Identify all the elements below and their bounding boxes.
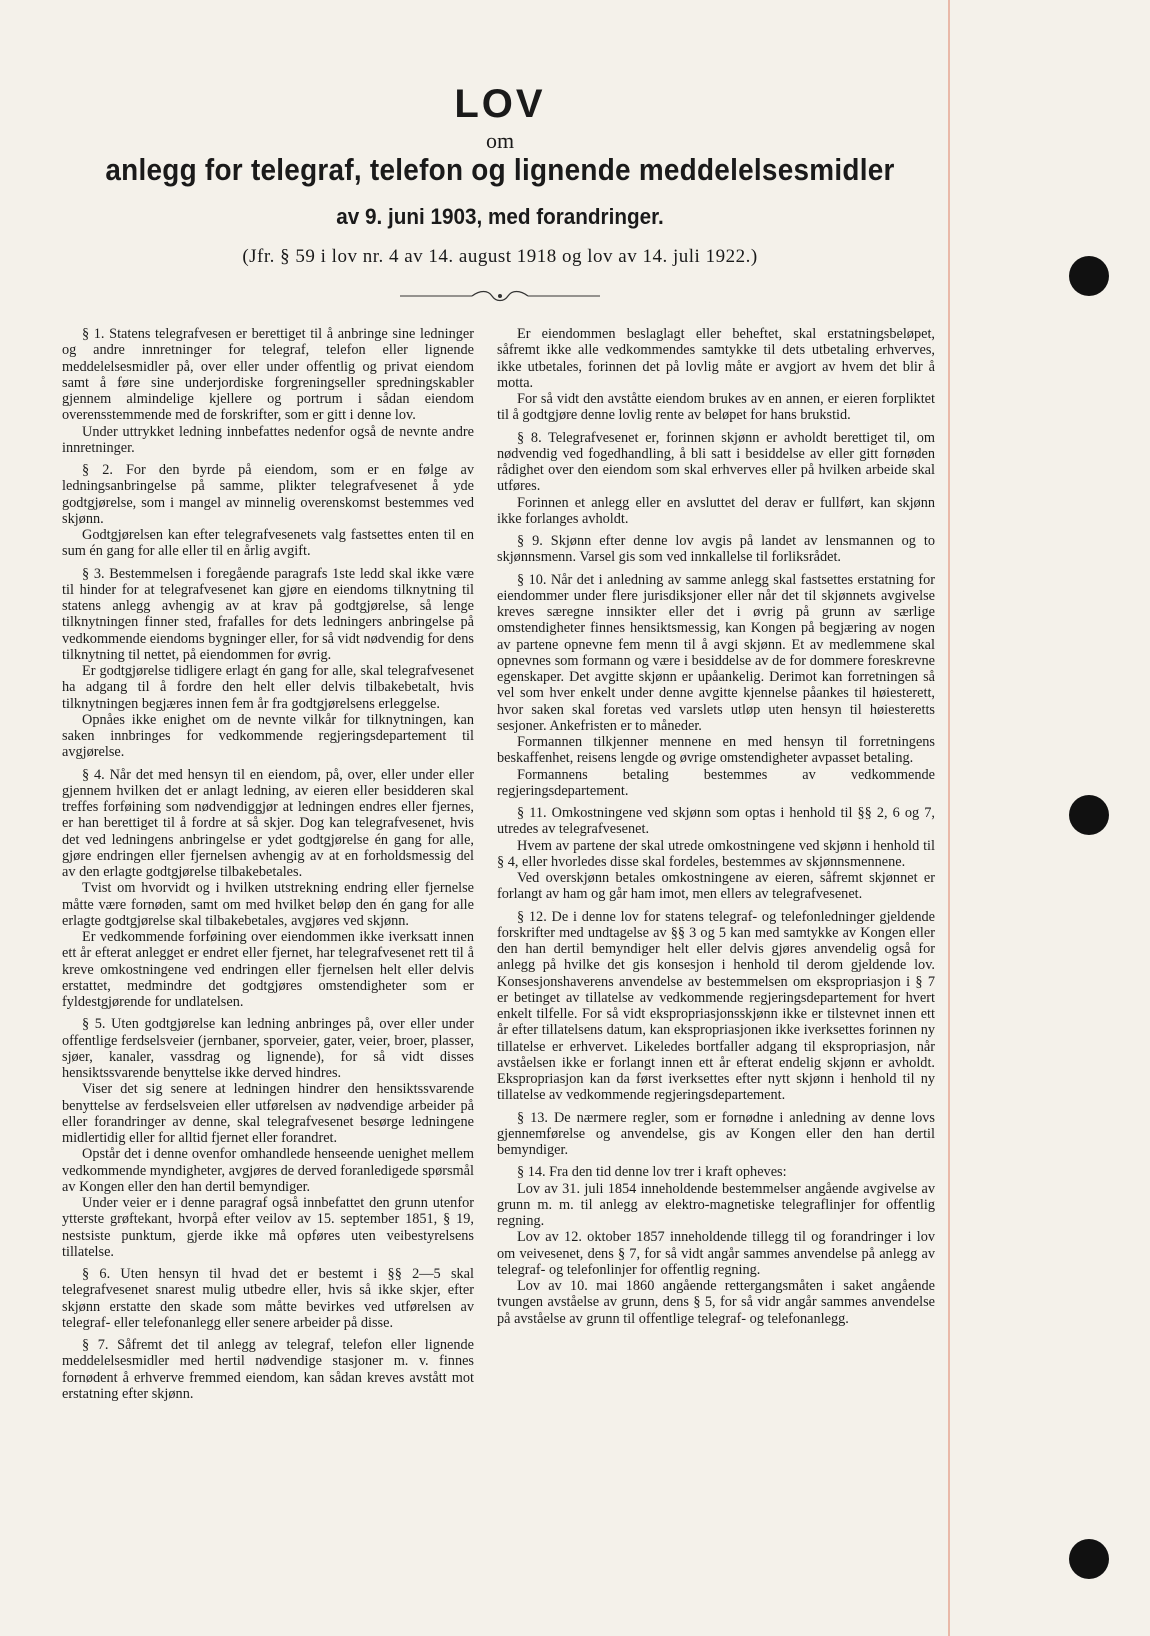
paragraph: Tvist om hvorvidt og i hvilken utstrekning endring eller fjernelse måtte være fornøden, samt om med hvilket beløp den én gang for alle erlagte godtgjørelse skal tilbakebetales, avgjøres ved skjønn. <box>62 880 474 929</box>
paragraph: Lov av 10. mai 1860 angående rettergangsmåten i saket angående tvungen avståelse av grunn, dens § 5, for så vidr angår sammes anvendelse på avståelse av grunn til offentlige telegraf- og telefonanlegg. <box>497 1278 935 1327</box>
right-text-column <box>497 326 935 1327</box>
subtitle: av 9. juni 1903, med forandringer. <box>336 204 664 229</box>
section-paragraph: § 5. Uten godtgjørelse kan ledning anbringes på, over eller under offentlige ferdselsveier (jernbaner, sporveier, gater, veier, broer, plasser, sjøer, kanaler, vassdrag og lignende), for så vidt disses hensiktssvarende benyttelse ikke derved hindres. <box>62 1016 474 1081</box>
paragraph: Lov av 12. oktober 1857 inneholdende tillegg til og forandringer i lov om veivesenet, dens § 7, for så vidt angår sammes anvendelse på anlegg av telegraf- og telefonlinjer for offentlig regning. <box>497 1229 935 1278</box>
paragraph: Opstår det i denne ovenfor omhandlede henseende uenighet mellem vedkommende myndigheter, avgjøres de derved foranledigede spørsmål av Kongen eller den han dertil bemyndiger. <box>62 1146 474 1195</box>
section-paragraph: § 14. Fra den tid denne lov trer i kraft opheves: <box>517 1164 787 1181</box>
paragraph: Godtgjørelsen kan efter telegrafvesenets valg fastsettes enten til en sum én gang for alle eller til en årlig avgift. <box>62 527 474 560</box>
section-paragraph: § 3. Bestemmelsen i foregående paragrafs 1ste ledd skal ikke være til hinder for at telegrafvesenet kan gjøre en eiendoms tilknytning til statens anlegg avhengig av at krav på godtgjørelse, så lenge tilknytningen finner sted, frafalles for dets ledningers anbringelse på vedkommende eiendoms bygninger eller, for så vidt nødvendig for dens tilknytning til nettet, på eiendommen for øvrig. <box>62 565 474 663</box>
margin-rule <box>948 0 950 1636</box>
title-connector: om <box>485 128 515 153</box>
paragraph: Ved overskjønn betales omkostningene av eieren, såfremt skjønnet er forlangt av ham og går ham imot, men ellers av telegrafvesenet. <box>497 870 935 903</box>
section-paragraph: § 4. Når det med hensyn til en eiendom, på, over, eller under eller gjennem hvilken det er anlagt ledning, av eieren eller besidderen skal treffes forføining som nødvendiggjør at ledningen endres eller fjernes, er han berettiget til å fordre at så skjer. Dog kan telegrafvesenet, hvis det ved ledningens anbringelse er ydet godtgjørelse én gang for alle, gjøre endringen eller fjernelsen avhengig av at en forholdsmessig del av den erlagte godtgjørelse tilbakebetales. <box>62 766 474 880</box>
section-paragraph: § 7. Såfremt det til anlegg av telegraf, telefon eller lignende meddelelsesmidler med hertil nødvendige stasjoner m. v. finnes fornødent å erhverve fremmed eiendom, kan sådan kreves avstått mot erstatning efter skjønn. <box>62 1337 474 1402</box>
ornament-divider-icon <box>400 290 600 302</box>
paragraph: Er eiendommen beslaglagt eller beheftet, skal erstatningsbeløpet, såfremt ikke alle vedkommendes samtykke til dets utbetaling erhverves, ikke utbetales, forinnen det på lovlig måte er avgjort av hvem det blir å motta. <box>497 326 935 391</box>
paragraph: Forinnen et anlegg eller en avsluttet del derav er fullført, kan skjønn ikke forlanges avholdt. <box>497 494 935 527</box>
section-paragraph: § 6. Uten hensyn til hvad det er bestemt i §§ 2—5 skal telegrafvesenet snarest mulig utbedre eller, hvis så ikke skjer, efter skjønn erstatte den skade som måtte bevirkes ved utførelsen av telegraf- eller telefonanlegg eller senere arbeider på disse. <box>62 1266 474 1331</box>
paragraph: Viser det sig senere at ledningen hindrer den hensiktssvarende benyttelse av ferdselsveien eller utførelsen av nødvendige arbeider på eller forandringer av denne, skal telegrafvesenet besørge ledningene midlertidig eller for alltid fjernet eller forandret. <box>62 1081 474 1146</box>
paragraph: For så vidt den avståtte eiendom brukes av en annen, er eieren forpliktet til å godtgjøre denne lovlig rente av beløpet for hans brukstid. <box>497 391 935 424</box>
punch-hole <box>1069 256 1109 296</box>
paragraph: Formannens betaling bestemmes av vedkommende regjeringsdepartement. <box>497 766 935 799</box>
page-title: LOV <box>454 82 546 126</box>
section-paragraph: § 11. Omkostningene ved skjønn som optas i henhold til §§ 2, 6 og 7, utredes av telegrafvesenet. <box>497 805 935 838</box>
left-text-column <box>62 326 474 1402</box>
main-title: anlegg for telegraf, telefon og lignende meddelelsesmidler <box>105 152 895 187</box>
paragraph: Hvem av partene der skal utrede omkostningene ved skjønn i henhold til § 4, eller hvorledes disse skal fordeles, bestemmes av skjønnsmennene. <box>497 837 935 870</box>
section-paragraph: § 2. For den byrde på eiendom, som er en følge av ledningsanbringelse på samme, plikter telegrafvesenet å yde godtgjørelse, som i mangel av minnelig overenskomst bestemmes ved skjønn. <box>62 462 474 527</box>
paragraph: Under veier er i denne paragraf også innbefattet den grunn utenfor ytterste grøftekant, hvorpå efter veilov av 15. september 1851, § 19, nestsiste punktum, gjerde ikke må opføres uten veibestyrelsens tillatelse. <box>62 1195 474 1260</box>
section-paragraph: § 1. Statens telegrafvesen er berettiget til å anbringe sine ledninger og andre innretninger for telegraf, telefon eller lignende meddelelsesmidler på, over eller under offentlig og privat eiendom samt å føre sine underjordiske forgreningseller spredningskabler gjennem almindelige kjellere og portrum i sådan eiendom overensstemmende med de forskrifter, som er gitt i denne lov. <box>62 326 474 424</box>
section-paragraph: § 13. De nærmere regler, som er fornødne i anledning av denne lovs gjennemførelse og anvendelse, gis av Kongen eller den han dertil bemyndiger. <box>497 1109 935 1158</box>
reference-note: (Jfr. § 59 i lov nr. 4 av 14. august 1918 og lov av 14. juli 1922.) <box>242 246 758 267</box>
section-paragraph: § 12. De i denne lov for statens telegraf- og telefonledninger gjeldende forskrifter med undtagelse av §§ 3 og 5 kan med samtykke av Kongen eller den han dertil bemyndiger helt eller delvis gjøres anvendelig også for anlegg på hvilke det gis konsesjon i henhold til derom gjeldende lov. Konsesjonshaverens anvendelse av bestemmelsen om ekspropriasjon i § 7 er betinget av tillatelse av vedkommende regjeringsdepartement for hvert enkelt tilfelle. For så vidt ekspropriasjonsskjønn ikke er tilstevnet innen ett år efter tillatelsens datum, kan ekspropriasjonen ikke iverksettes forinnen ny tillatelse er erhvervet. Likeledes bortfaller adgang til ekspropriasjon, når avståelsen ikke er forlangt innen ett år efterat endelig skjønn er avholdt. Ekspropriasjon kan da først iverksettes efter nytt skjønn i henhold til ny tillatelse av vedkommende regjeringsdepartement. <box>497 908 935 1104</box>
section-paragraph: § 10. Når det i anledning av samme anlegg skal fastsettes erstatning for eiendommer under flere jurisdiksjoner eller når det til skjønnets avgivelse kreves særegne innsikter eller det i øvrig på grunn av særlige omstendigheter finnes hensiktsmessig, kan Kongen på begjæring av nogen av partene opnevne fem menn til å avgi skjønn. Et av medlemmene skal opnevnes som formann og være i besiddelse av de for dommere foreskrevne egenskaper. Det avgitte skjønn er upåankelig. Derimot kan forretningen så vel som hver enkelt under denne avgitte kjennelse påankes til høiesterett, hvor saken skal foretas ved varslets utløp uten hensyn til høiesteretts sesjoner. Ankefristen er to måneder. <box>497 571 935 734</box>
paragraph: Er godtgjørelse tidligere erlagt én gang for alle, skal telegrafvesenet ha adgang til å fordre den helt eller delvis tilbakebetalt, hvis tilknytningen begjæres innen fem år fra godtgjørelsens erleggelse. <box>62 663 474 712</box>
paragraph: Er vedkommende forføining over eiendommen ikke iverksatt innen ett år efterat anlegget er endret eller fjernet, har telegrafvesenet rett til å kreve omkostningene ved endringen eller fjernelsen helt eller delvis erstattet, medmindre det godtgjøres omstendigheter som er fyldestgjørende for undlatelsen. <box>62 929 474 1010</box>
paragraph: Formannen tilkjenner mennene en med hensyn til forretningens beskaffenhet, reisens lengde og øvrige omstendigheter avpasset betaling. <box>497 734 935 767</box>
paragraph: Under uttrykket ledning innbefattes nedenfor også de nevnte andre innretninger. <box>62 423 474 456</box>
section-paragraph: § 8. Telegrafvesenet er, forinnen skjønn er avholdt berettiget til, om nødvendig ved fogedhandling, å bli satt i besiddelse av eller gitt fornøden rådighet over den eiendom som skal erhverves eller på hvilken arbeide skal utføres. <box>497 429 935 495</box>
punch-hole <box>1069 795 1109 835</box>
punch-hole <box>1069 1539 1109 1579</box>
section-paragraph: § 9. Skjønn efter denne lov avgis på landet av lensmannen og to skjønnsmenn. Varsel gis som ved innkallelse til forliksrådet. <box>497 533 935 566</box>
paragraph: Lov av 31. juli 1854 inneholdende bestemmelser angående avgivelse av grunn m. m. til anlegg av elektro-magnetiske telegraflinjer for offentlig regning. <box>497 1180 935 1229</box>
paragraph: Opnåes ikke enighet om de nevnte vilkår for tilknytningen, kan saken innbringes for vedkommende regjeringsdepartement til avgjørelse. <box>62 711 474 761</box>
